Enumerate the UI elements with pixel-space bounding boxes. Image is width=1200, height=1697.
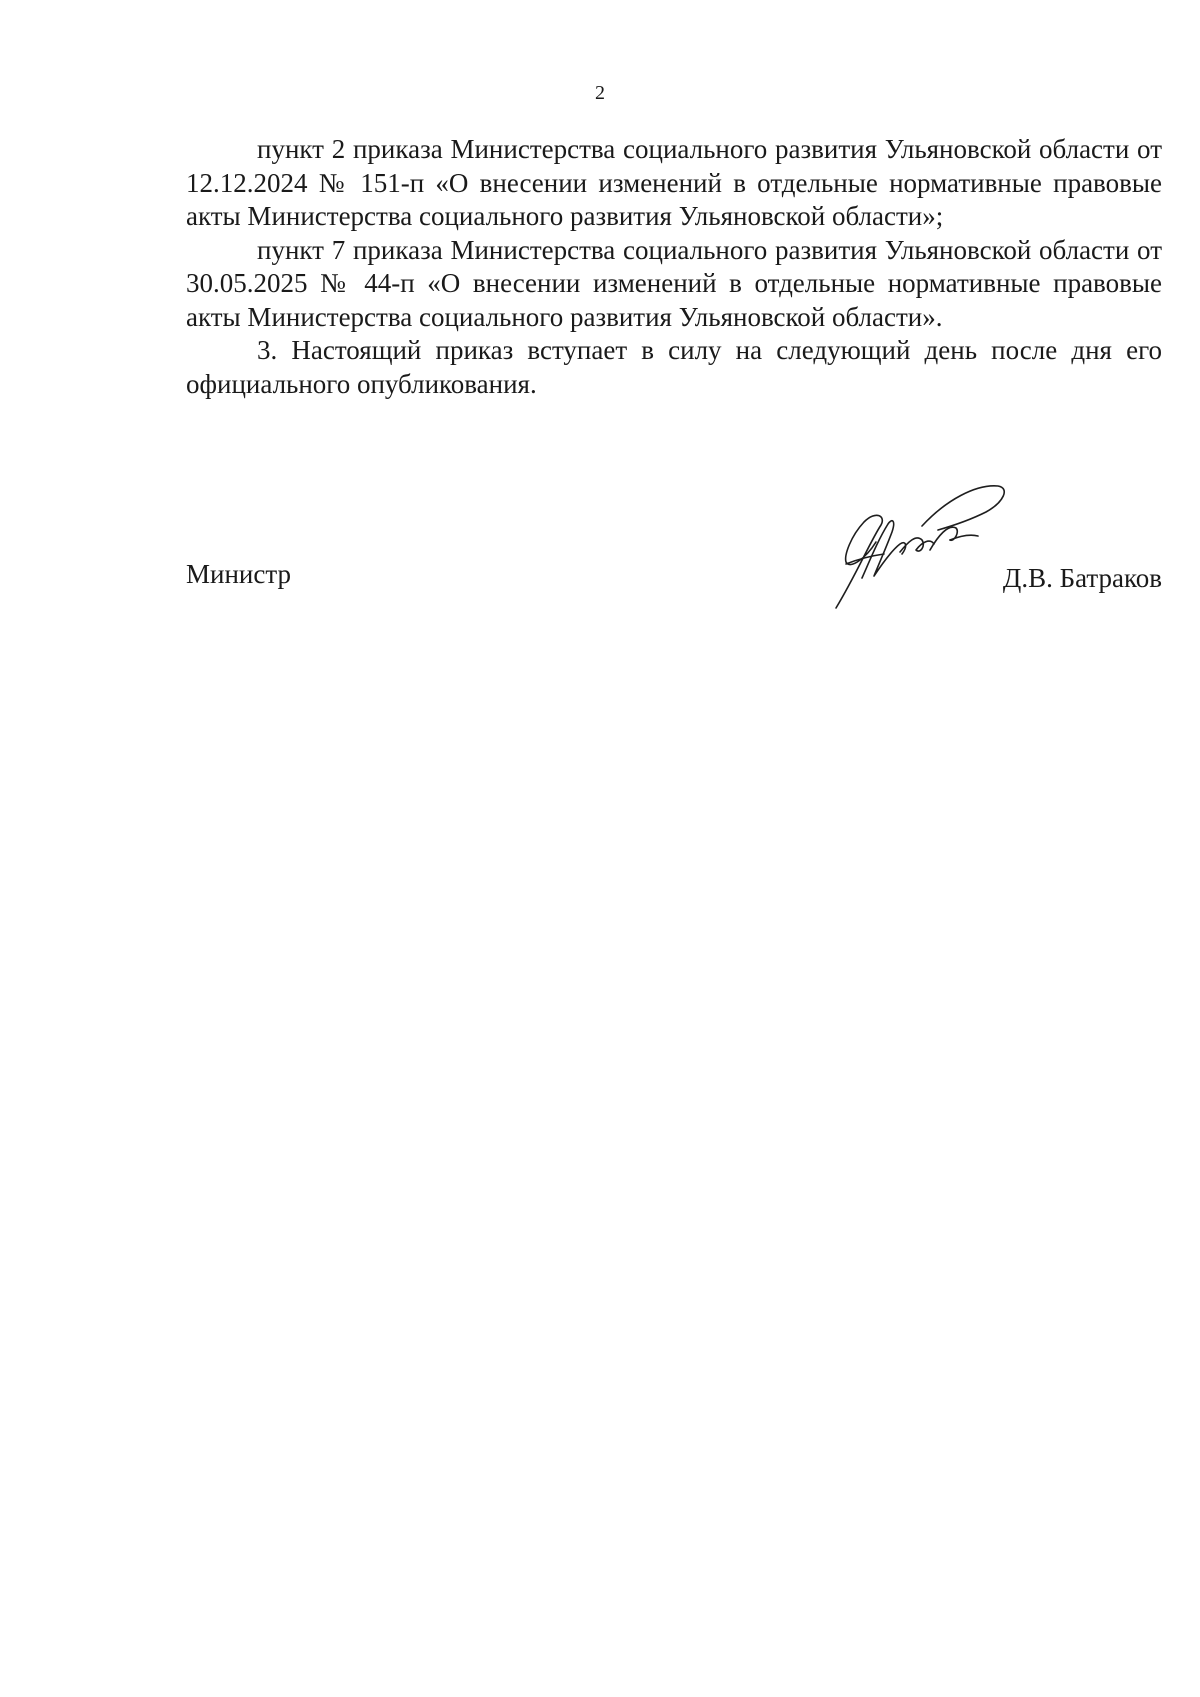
signature-block bbox=[186, 480, 1162, 610]
document-body bbox=[186, 133, 1162, 401]
position-title: Министр bbox=[186, 559, 291, 589]
paragraph-item-2-clause: пункт 2 приказа Министерства социального развития Ульяновской области от 12.12.2024 № 151-п «О внесении изменений в отдельные нормативные правовые акты Министерства социального развития Ульяновской области»; bbox=[186, 134, 1162, 231]
signer-name: Д.В. Батраков bbox=[1002, 563, 1162, 593]
paragraph-effective-date: 3. Настоящий приказ вступает в силу на следующий день после дня его официального опубликования. bbox=[186, 335, 1162, 399]
handwritten-signature-icon bbox=[826, 480, 1026, 610]
page-number: 2 bbox=[595, 82, 605, 104]
paragraph-item-7-clause: пункт 7 приказа Министерства социального развития Ульяновской области от 30.05.2025 № 44-п «О внесении изменений в отдельные нормативные правовые акты Министерства социального развития Ульяновской области». bbox=[186, 234, 1162, 332]
